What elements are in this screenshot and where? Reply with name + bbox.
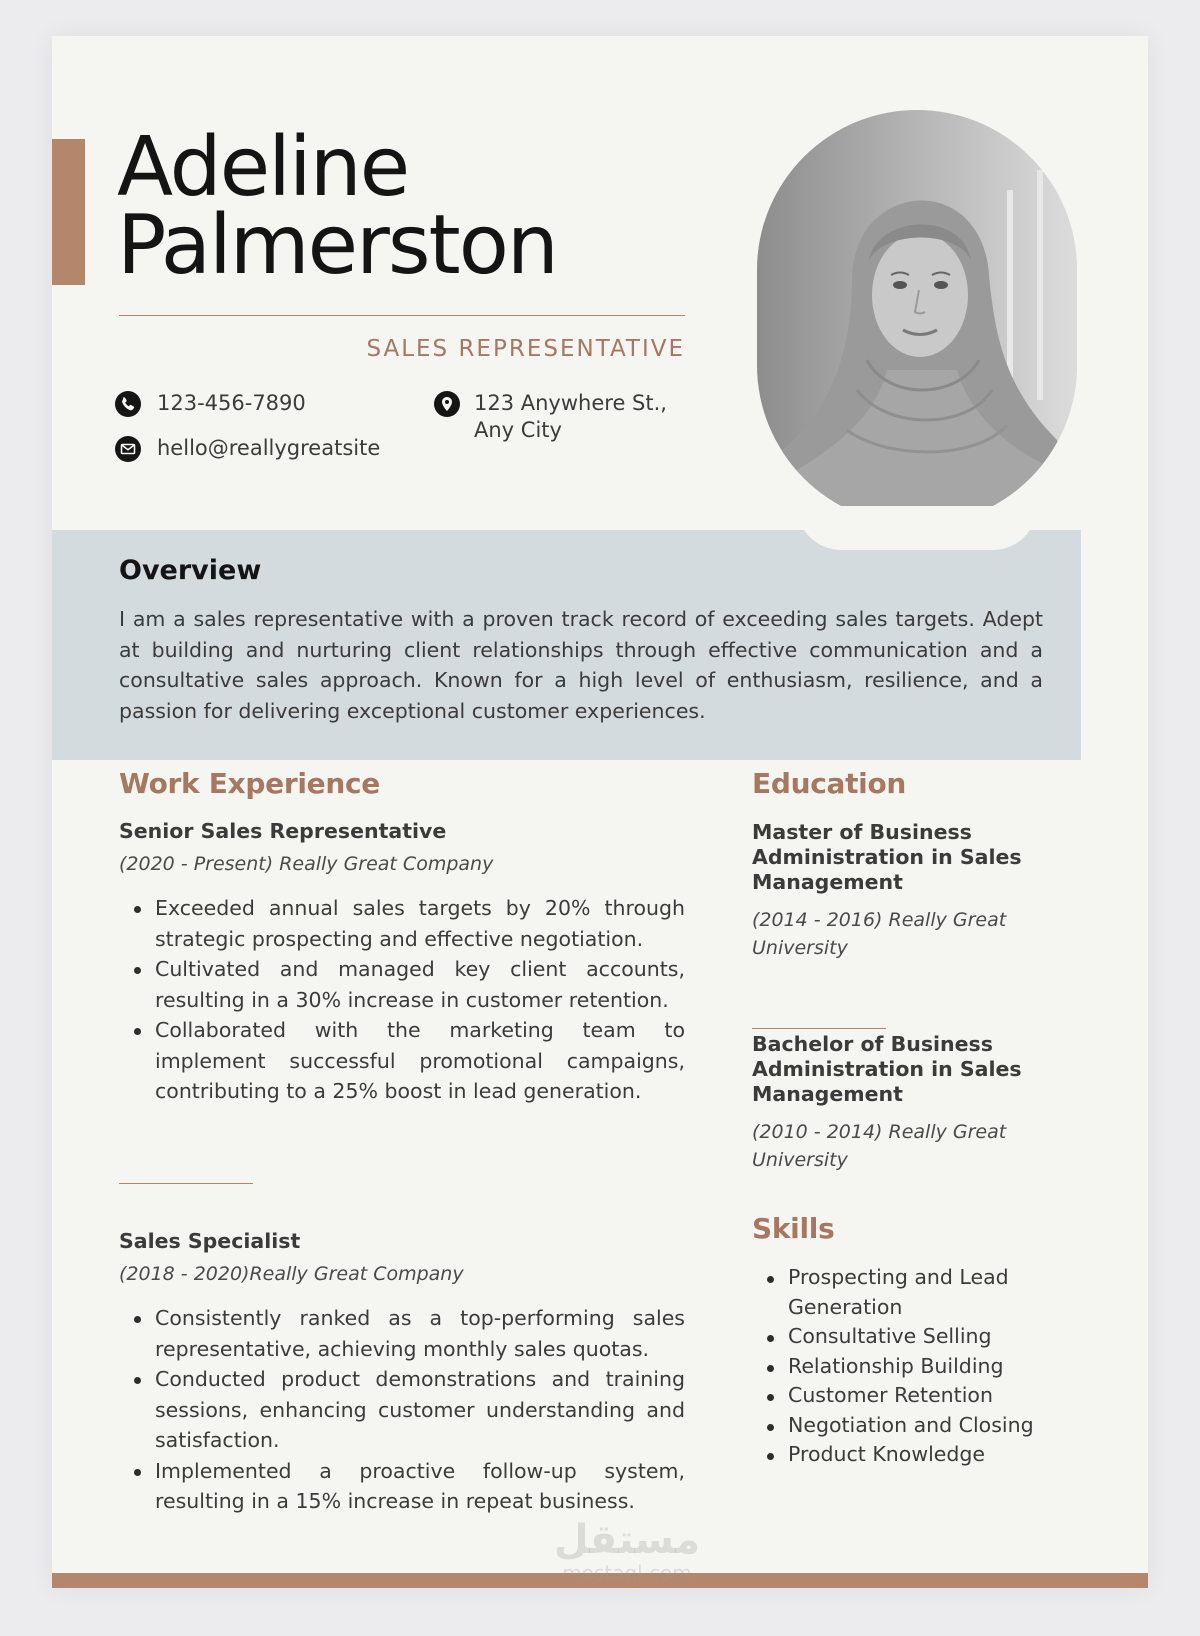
meta-line: University: [752, 937, 848, 959]
meta-line: University: [752, 1149, 848, 1171]
list-item: Product Knowledge: [752, 1440, 1052, 1470]
list-item: Consistently ranked as a top-performing sales representative, achieving monthly sales quotas.: [119, 1303, 685, 1364]
degree-line: Administration in Sales: [752, 845, 1022, 869]
work-experience-title: Work Experience: [119, 767, 380, 800]
watermark-latin: mostaql.com: [562, 1561, 692, 1585]
list-item: Consultative Selling: [752, 1322, 1052, 1352]
list-item: Relationship Building: [752, 1352, 1052, 1382]
phone-text: 123-456-7890: [157, 391, 306, 415]
watermark-arabic: مستقل: [553, 1517, 701, 1563]
address-line-2: Any City: [474, 418, 562, 442]
job-1-bullets: [119, 893, 685, 1107]
overview-title: Overview: [119, 555, 262, 586]
list-item: Conducted product demonstrations and training sessions, enhancing customer understanding and satisfaction.: [119, 1364, 685, 1456]
job-2-meta: (2018 - 2020)Really Great Company: [119, 1263, 464, 1285]
skills-list: [752, 1263, 1052, 1470]
degree-line: Bachelor of Business: [752, 1032, 993, 1056]
name-accent-bar: [52, 139, 85, 285]
email-text: hello@reallygreatsite: [157, 436, 381, 460]
list-item: Customer Retention: [752, 1381, 1052, 1411]
resume-page: [52, 36, 1148, 1588]
job-1-role: Senior Sales Representative: [119, 819, 447, 843]
job-1-meta: (2020 - Present) Really Great Company: [119, 853, 494, 875]
list-item: Cultivated and managed key client accounts, resulting in a 30% increase in customer retention.: [119, 954, 685, 1015]
job-title: SALES REPRESENTATIVE: [366, 336, 685, 362]
full-name: [117, 120, 557, 293]
education-2-degree: [752, 1032, 1022, 1107]
list-item: Negotiation and Closing: [752, 1411, 1052, 1441]
name-divider: [119, 315, 685, 316]
list-item: Collaborated with the marketing team to implement successful promotional campaigns, contributing to a 25% boost in lead generation.: [119, 1015, 685, 1107]
job-divider: [119, 1183, 253, 1184]
degree-line: Management: [752, 1082, 903, 1106]
location-pin-icon: [434, 391, 460, 417]
last-name: Palmerston: [117, 198, 557, 293]
education-1-meta: [752, 906, 1006, 962]
first-name: Adeline: [117, 120, 409, 215]
overview-text: I am a sales representative with a proven track record of exceeding sales targets. Adept at building and nurturing client relationships through effective communication and a consultative sales approach. Known for a high level of enthusiasm, resilience, and a passion for delivering exceptional customer experiences.: [119, 607, 1043, 723]
phone-icon: [115, 391, 141, 417]
degree-line: Administration in Sales: [752, 1057, 1022, 1081]
watermark: [517, 1518, 737, 1584]
profile-photo: [757, 110, 1077, 525]
mail-icon: [115, 436, 141, 462]
photo-notch: [797, 506, 1037, 550]
list-item: Exceeded annual sales targets by 20% through strategic prospecting and effective negotiation.: [119, 893, 685, 954]
job-2-bullets: [119, 1303, 685, 1517]
list-item: Implemented a proactive follow-up system, resulting in a 15% increase in repeat business.: [119, 1456, 685, 1517]
education-divider: [752, 1028, 886, 1029]
degree-line: Master of Business: [752, 820, 972, 844]
education-1-degree: [752, 820, 1022, 895]
education-title: Education: [752, 767, 907, 800]
degree-line: Management: [752, 870, 903, 894]
skills-title: Skills: [752, 1212, 835, 1245]
address-line-1: 123 Anywhere St.,: [474, 391, 667, 415]
meta-line: (2010 - 2014) Really Great: [752, 1121, 1007, 1143]
meta-line: (2014 - 2016) Really Great: [752, 909, 1007, 931]
education-2-meta: [752, 1118, 1006, 1174]
job-2-role: Sales Specialist: [119, 1229, 301, 1253]
list-item: Prospecting and Lead Generation: [752, 1263, 1052, 1322]
